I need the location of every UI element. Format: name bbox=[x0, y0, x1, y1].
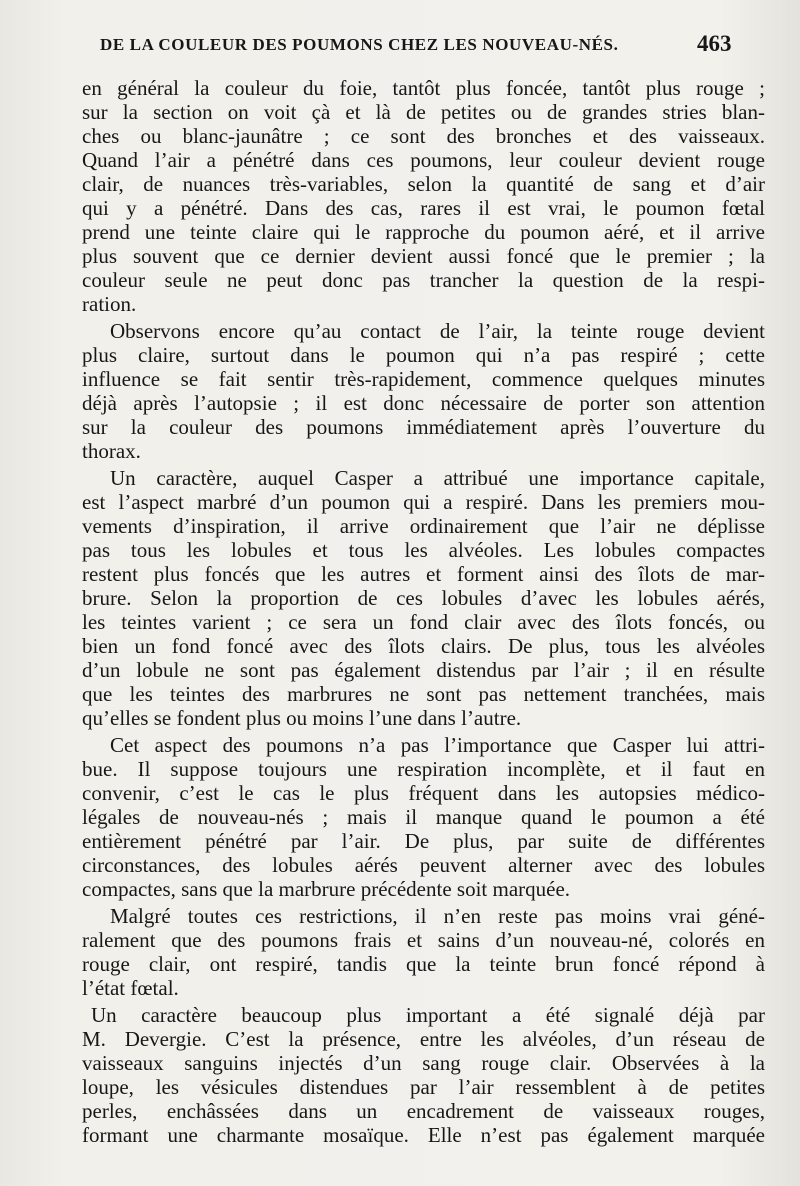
text-line: que les teintes des marbrures ne sont pas nettement tranchées, mais bbox=[82, 682, 765, 706]
text-line: perles, enchâssées dans un encadrement de vaisseaux rouges, bbox=[82, 1099, 765, 1123]
paragraph bbox=[82, 319, 765, 463]
text-line: Malgré toutes ces restrictions, il n’en reste pas moins vrai géné- bbox=[110, 904, 765, 928]
text-line: vaisseaux sanguins injectés d’un sang rouge clair. Observées à la bbox=[82, 1051, 765, 1075]
text-line: ration. bbox=[82, 292, 137, 316]
body-text bbox=[82, 76, 765, 1147]
text-line: pas tous les lobules et tous les alvéoles. Les lobules compactes bbox=[82, 538, 765, 562]
text-line: couleur seule ne peut donc pas trancher la question de la respi- bbox=[82, 268, 765, 292]
text-line: les teintes varient ; ce sera un fond clair avec des îlots foncés, ou bbox=[82, 610, 765, 634]
text-line: sur la section on voit çà et là de petites ou de grandes stries blan- bbox=[82, 100, 765, 124]
text-line: bue. Il suppose toujours une respiration incomplète, et il faut en bbox=[82, 757, 765, 781]
page-number: 463 bbox=[697, 31, 732, 56]
text-line: thorax. bbox=[82, 439, 141, 463]
text-line: déjà après l’autopsie ; il est donc nécessaire de porter son attention bbox=[82, 391, 765, 415]
text-line: l’état fœtal. bbox=[82, 976, 179, 1000]
text-line: M. Devergie. C’est la présence, entre les alvéoles, d’un réseau de bbox=[82, 1027, 765, 1051]
text-line: ralement que des poumons frais et sains d’un nouveau-né, colorés en bbox=[82, 928, 765, 952]
text-line: restent plus foncés que les autres et forment ainsi des îlots de mar- bbox=[82, 562, 765, 586]
paragraph bbox=[82, 466, 765, 730]
paragraph bbox=[82, 733, 765, 901]
text-line: loupe, les vésicules distendues par l’air ressemblent à de petites bbox=[82, 1075, 765, 1099]
text-line: légales de nouveau-nés ; mais il manque quand le poumon a été bbox=[82, 805, 765, 829]
text-line: bien un fond foncé avec des îlots clairs. De plus, tous les alvéoles bbox=[82, 634, 765, 658]
text-line: qu’elles se fondent plus ou moins l’une dans l’autre. bbox=[82, 706, 522, 730]
text-line: d’un lobule ne sont pas également distendus par l’air ; il en résulte bbox=[82, 658, 765, 682]
text-line: en général la couleur du foie, tantôt plus foncée, tantôt plus rouge ; bbox=[82, 76, 765, 100]
text-line: sur la couleur des poumons immédiatement après l’ouverture du bbox=[82, 415, 765, 439]
text-line: ches ou blanc-jaunâtre ; ce sont des bronches et des vaisseaux. bbox=[82, 124, 765, 148]
text-line: entièrement pénétré par l’air. De plus, par suite de différentes bbox=[82, 829, 765, 853]
paragraph bbox=[82, 76, 765, 316]
running-title: DE LA COULEUR DES POUMONS CHEZ LES NOUVEAU-NÉS. bbox=[100, 35, 619, 54]
text-line: Un caractère beaucoup plus important a été signalé déjà par bbox=[91, 1003, 765, 1027]
text-line: influence se fait sentir très-rapidement, commence quelques minutes bbox=[82, 367, 765, 391]
text-line: Observons encore qu’au contact de l’air, la teinte rouge devient bbox=[110, 319, 765, 343]
paragraph bbox=[82, 904, 765, 1000]
text-line: prend une teinte claire qui le rapproche du poumon aéré, et il arrive bbox=[82, 220, 765, 244]
text-line: circonstances, des lobules aérés peuvent alterner avec des lobules bbox=[82, 853, 765, 877]
text-line: est l’aspect marbré d’un poumon qui a respiré. Dans les premiers mou- bbox=[82, 490, 765, 514]
text-line: Cet aspect des poumons n’a pas l’importance que Casper lui attri- bbox=[110, 733, 765, 757]
text-line: formant une charmante mosaïque. Elle n’est pas également marquée bbox=[82, 1123, 765, 1147]
paragraph bbox=[82, 1003, 765, 1147]
text-line: plus claire, surtout dans le poumon qui n’a pas respiré ; cette bbox=[82, 343, 765, 367]
text-line: brure. Selon la proportion de ces lobules d’avec les lobules aérés, bbox=[82, 586, 765, 610]
text-line: clair, de nuances très-variables, selon la quantité de sang et d’air bbox=[82, 172, 765, 196]
text-line: qui y a pénétré. Dans des cas, rares il est vrai, le poumon fœtal bbox=[82, 196, 765, 220]
text-line: convenir, c’est le cas le plus fréquent dans les autopsies médico- bbox=[82, 781, 765, 805]
text-line: compactes, sans que la marbrure précédente soit marquée. bbox=[82, 877, 571, 901]
text-line: rouge clair, ont respiré, tandis que la teinte brun foncé répond à bbox=[82, 952, 765, 976]
text-line: plus souvent que ce dernier devient aussi foncé que le premier ; la bbox=[82, 244, 765, 268]
text-line: vements d’inspiration, il arrive ordinairement que l’air ne déplisse bbox=[82, 514, 765, 538]
text-line: Quand l’air a pénétré dans ces poumons, leur couleur devient rouge bbox=[82, 148, 765, 172]
text-line: Un caractère, auquel Casper a attribué une importance capitale, bbox=[110, 466, 765, 490]
